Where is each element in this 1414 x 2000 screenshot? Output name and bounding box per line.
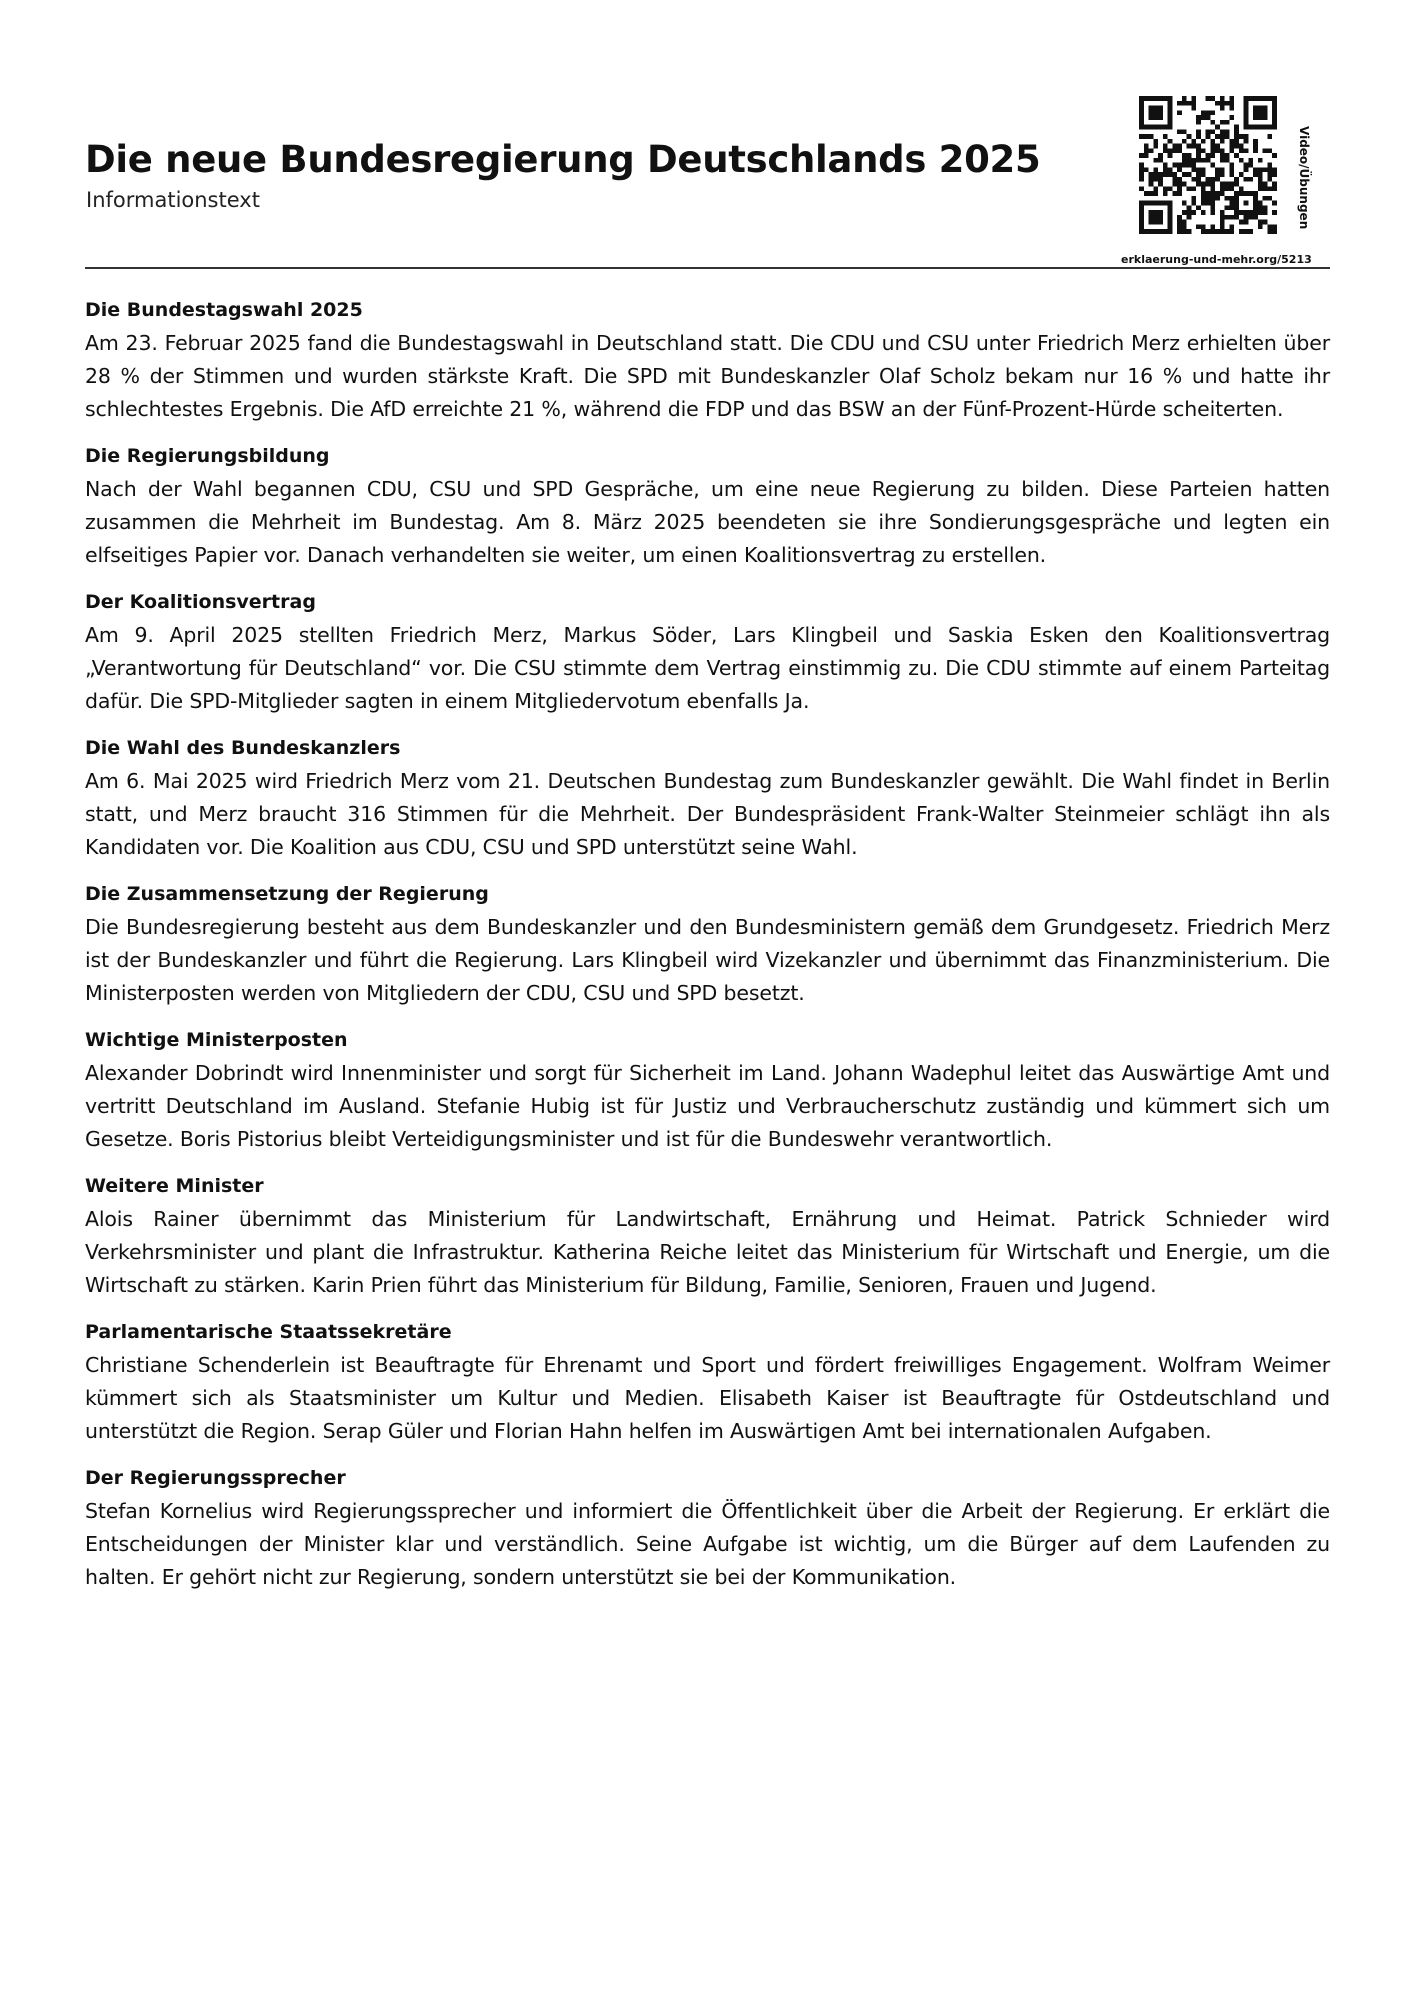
section-zusammensetzung	[85, 878, 1330, 1010]
section-heading: Die Wahl des Bundeskanzlers	[85, 737, 401, 759]
document-body	[85, 294, 1330, 1608]
section-heading: Parlamentarische Staatssekretäre	[85, 1321, 452, 1343]
source-url[interactable]: erklaerung-und-mehr.org/5213	[1121, 253, 1312, 266]
section-text: Nach der Wahl begannen CDU, CSU und SPD Gespräche, um eine neue Regierung zu bilden. Diese Parteien hatten zusammen die Mehrheit im Bundestag. Am 8. März 2025 beendeten sie ihre Sondierungsgespräche und legten ein elfseitiges Papier vor. Danach verhandelten sie weiter, um einen Koalitionsvertrag zu erstellen.	[85, 477, 1330, 567]
section-heading: Der Koalitionsvertrag	[85, 591, 316, 613]
section-heading: Weitere Minister	[85, 1175, 264, 1197]
section-text: Die Bundesregierung besteht aus dem Bundeskanzler und den Bundesministern gemäß dem Grundgesetz. Friedrich Merz ist der Bundeskanzler und führt die Regierung. Lars Klingbeil wird Vizekanzler und übernimmt das Finanzministerium. Die Ministerposten werden von Mitgliedern der CDU, CSU und SPD besetzt.	[85, 915, 1330, 1005]
section-text: Am 9. April 2025 stellten Friedrich Merz, Markus Söder, Lars Klingbeil und Saskia Esken den Koalitionsvertrag „Verantwortung für Deutschland“ vor. Die CSU stimmte dem Vertrag einstimmig zu. Die CDU stimmte auf einem Parteitag dafür. Die SPD-Mitglieder sagten in einem Mitgliedervotum ebenfalls Ja.	[85, 623, 1330, 713]
header-divider	[85, 267, 1330, 269]
qr-side-label: Video/Übungen	[1297, 126, 1311, 230]
page-subtitle: Informationstext	[86, 188, 260, 212]
section-heading: Der Regierungssprecher	[85, 1467, 346, 1489]
section-koalitionsvertrag	[85, 586, 1330, 718]
qr-code-icon	[1139, 96, 1277, 234]
section-heading: Die Regierungsbildung	[85, 445, 330, 467]
section-staatssekretaere	[85, 1316, 1330, 1448]
section-heading: Die Zusammensetzung der Regierung	[85, 883, 489, 905]
section-regierungsbildung	[85, 440, 1330, 572]
section-heading: Wichtige Ministerposten	[85, 1029, 348, 1051]
section-text: Alois Rainer übernimmt das Ministerium für Landwirtschaft, Ernährung und Heimat. Patrick Schnieder wird Verkehrsminister und plant die Infrastruktur. Katherina Reiche leitet das Ministerium für Wirtschaft und Energie, um die Wirtschaft zu stärken. Karin Prien führt das Ministerium für Bildung, Familie, Senioren, Frauen und Jugend.	[85, 1207, 1330, 1297]
section-weitere-minister	[85, 1170, 1330, 1302]
section-regierungssprecher	[85, 1462, 1330, 1594]
section-heading: Die Bundestagswahl 2025	[85, 299, 363, 321]
section-bundestagswahl	[85, 294, 1330, 426]
section-kanzlerwahl	[85, 732, 1330, 864]
section-ministerposten	[85, 1024, 1330, 1156]
section-text: Am 6. Mai 2025 wird Friedrich Merz vom 21. Deutschen Bundestag zum Bundeskanzler gewählt. Die Wahl findet in Berlin statt, und Merz braucht 316 Stimmen für die Mehrheit. Der Bundespräsident Frank-Walter Steinmeier schlägt ihn als Kandidaten vor. Die Koalition aus CDU, CSU und SPD unterstützt seine Wahl.	[85, 769, 1330, 859]
page-header	[85, 96, 1330, 268]
section-text: Christiane Schenderlein ist Beauftragte für Ehrenamt und Sport und fördert freiwilliges Engagement. Wolfram Weimer kümmert sich als Staatsminister um Kultur und Medien. Elisabeth Kaiser ist Beauftragte für Ostdeutschland und unterstützt die Region. Serap Güler und Florian Hahn helfen im Auswärtigen Amt bei internationalen Aufgaben.	[85, 1353, 1330, 1443]
section-text: Am 23. Februar 2025 fand die Bundestagswahl in Deutschland statt. Die CDU und CSU unter Friedrich Merz erhielten über 28 % der Stimmen und wurden stärkste Kraft. Die SPD mit Bundeskanzler Olaf Scholz bekam nur 16 % und hatte ihr schlechtestes Ergebnis. Die AfD erreichte 21 %, während die FDP und das BSW an der Fünf-Prozent-Hürde scheiterten.	[85, 331, 1330, 421]
section-text: Alexander Dobrindt wird Innenminister und sorgt für Sicherheit im Land. Johann Wadephul leitet das Auswärtige Amt und vertritt Deutschland im Ausland. Stefanie Hubig ist für Justiz und Verbraucherschutz zuständig und kümmert sich um Gesetze. Boris Pistorius bleibt Verteidigungsminister und ist für die Bundeswehr verantwortlich.	[85, 1061, 1330, 1151]
page-title: Die neue Bundesregierung Deutschlands 2025	[85, 138, 1041, 181]
qr-code[interactable]	[1139, 96, 1277, 238]
section-text: Stefan Kornelius wird Regierungssprecher und informiert die Öffentlichkeit über die Arbeit der Regierung. Er erklärt die Entscheidungen der Minister klar und verständlich. Seine Aufgabe ist wichtig, um die Bürger auf dem Laufenden zu halten. Er gehört nicht zur Regierung, sondern unterstützt sie bei der Kommunikation.	[85, 1499, 1330, 1589]
